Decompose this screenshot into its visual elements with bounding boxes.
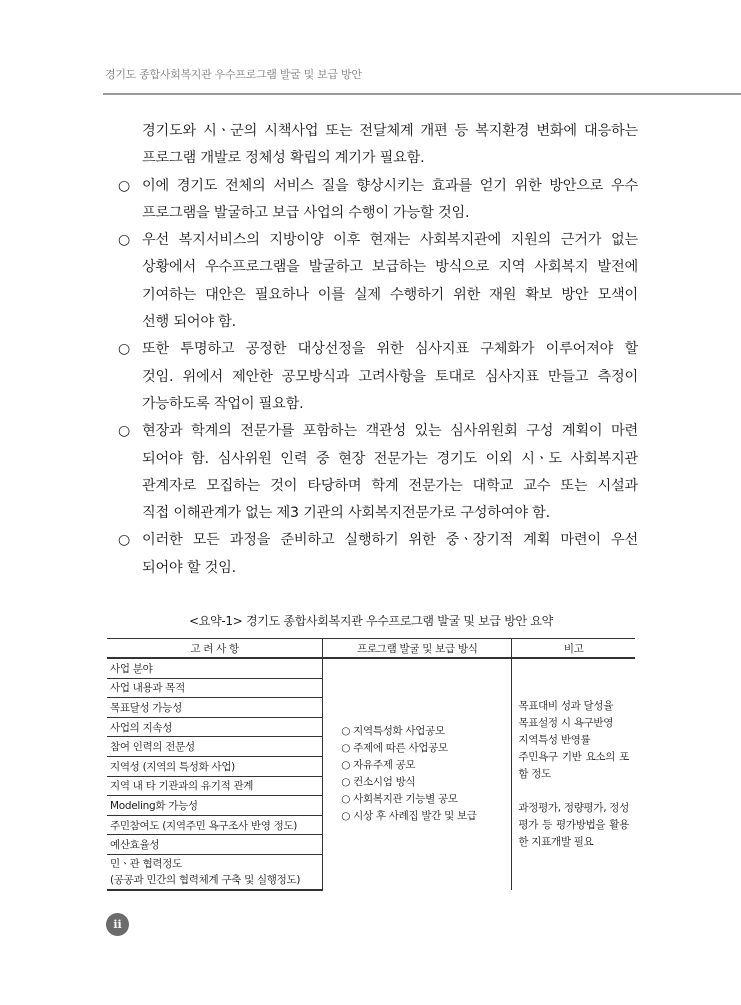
column-header-notes: 비고 xyxy=(512,639,635,659)
factor-line: 민ㆍ관 협력정도 xyxy=(110,857,182,870)
factor-cell: 목표달성 가능성 xyxy=(107,698,323,718)
paragraph-line: 직접 이해관계가 없는 제3 기관의 사회복지전문가로 구성하여야 함. xyxy=(142,505,550,522)
table-header-row xyxy=(107,639,635,659)
notes-cell xyxy=(512,658,635,890)
paragraph-line: 상황에서 우수프로그램을 발굴하고 보급하는 방식으로 지역 사회복지 발전에 xyxy=(142,259,638,276)
factor-cell: 참여 인력의 전문성 xyxy=(107,737,323,757)
paragraph xyxy=(118,118,638,173)
factor-cell xyxy=(107,854,323,890)
note-spacer xyxy=(518,783,629,800)
column-header-factors: 고 려 사 항 xyxy=(107,639,323,659)
note-line: 주민욕구 기반 요소의 포 xyxy=(518,750,629,763)
method-item: ○ 주제에 따른 사업공모 xyxy=(341,742,448,755)
methods-cell xyxy=(323,658,512,890)
factor-cell: 지역 내 타 기관과의 유기적 관계 xyxy=(107,776,323,796)
paragraph-line: 현장과 학계의 전문가를 포함하는 객관성 있는 심사위원회 구성 계획이 마련 xyxy=(142,423,638,440)
method-item: ○ 컨소시엄 방식 xyxy=(341,776,416,789)
running-header: 경기도 종합사회복지관 우수프로그램 발굴 및 보급 방안 xyxy=(105,68,362,81)
note-line: 목표대비 성과 달성율 xyxy=(518,699,614,712)
method-item: ○ 사회복지관 기능별 공모 xyxy=(341,793,458,806)
factor-line: (공공과 민간의 협력체계 구축 및 실행정도) xyxy=(110,873,301,886)
paragraph-line: 또한 투명하고 공정한 대상선정을 위한 심사지표 구체화가 이루어져야 할 xyxy=(142,341,638,358)
paragraph xyxy=(118,527,638,582)
paragraph-line: 경기도와 시ㆍ군의 시책사업 또는 전달체계 개편 등 복지환경 변화에 대응하는 xyxy=(142,123,638,139)
paragraph-line: 우선 복지서비스의 지방이양 이후 현재는 사회복지관에 지원의 근거가 없는 xyxy=(142,232,638,249)
paragraph-line: 관계자로 모집하는 것이 타당하며 학계 전문가는 대학교 교수 또는 시설과 xyxy=(142,477,638,494)
paragraph xyxy=(118,336,638,418)
bullet-icon: ○ xyxy=(118,532,131,549)
bullet-icon: ○ xyxy=(118,232,131,249)
table-row xyxy=(107,658,635,678)
note-line: 한 지표개발 필요 xyxy=(518,835,594,848)
method-item: ○ 자유주제 공모 xyxy=(341,759,416,772)
method-item: ○ 시상 후 사례집 발간 및 보급 xyxy=(341,810,477,823)
note-line: 과정평가, 정량평가, 정성 xyxy=(518,801,629,814)
paragraph-line: 프로그램 개발로 정체성 확립의 계기가 필요함. xyxy=(142,150,425,167)
factor-cell: Modeling화 가능성 xyxy=(107,796,323,816)
factor-cell: 예산효율성 xyxy=(107,835,323,855)
paragraph-line: 되어야 함. 심사위원 인력 중 현장 전문가는 경기도 이외 시ㆍ도 사회복지관 xyxy=(142,450,638,467)
bullet-icon: ○ xyxy=(118,177,131,194)
note-line: 지역특성 반영률 xyxy=(518,733,591,746)
bullet-icon: ○ xyxy=(118,423,131,440)
paragraph-line: 이에 경기도 전체의 서비스 질을 향상시키는 효과를 얻기 위한 방안으로 우수 xyxy=(142,177,638,194)
note-line: 목표설정 시 욕구반영 xyxy=(518,716,614,729)
method-item: ○ 지역특성화 사업공모 xyxy=(341,725,445,738)
body-text xyxy=(118,118,638,582)
factor-cell: 주민참여도 (지역주민 욕구조사 반영 정도) xyxy=(107,815,323,835)
column-header-methods: 프로그램 발굴 및 보급 방식 xyxy=(323,639,512,659)
summary-table xyxy=(107,638,635,891)
paragraph-line: 프로그램을 발굴하고 보급 사업의 수행이 가능할 것임. xyxy=(142,204,470,221)
paragraph xyxy=(118,227,638,336)
paragraph-line: 기여하는 대안은 필요하나 이를 실제 수행하기 위한 재원 확보 방안 모색이 xyxy=(142,286,638,303)
table-caption: <요약-1> 경기도 종합사회복지관 우수프로그램 발굴 및 보급 방안 요약 xyxy=(189,614,553,628)
note-line: 함 정도 xyxy=(518,767,551,780)
paragraph xyxy=(118,173,638,228)
page-number-badge: ii xyxy=(106,913,129,936)
factor-cell: 사업 분야 xyxy=(107,658,323,678)
bullet-icon: ○ xyxy=(118,341,131,358)
paragraph xyxy=(118,418,638,527)
paragraph-line: 것임. 위에서 제안한 공모방식과 고려사항을 토대로 심사지표 만들고 측정이 xyxy=(142,368,638,385)
paragraph-line: 선행 되어야 함. xyxy=(142,314,236,331)
factor-cell: 사업의 지속성 xyxy=(107,717,323,737)
factor-cell: 지역성 (지역의 특성화 사업) xyxy=(107,756,323,776)
header-rule xyxy=(103,93,741,95)
paragraph-line: 되어야 할 것임. xyxy=(142,559,236,576)
paragraph-line: 이러한 모든 과정을 준비하고 실행하기 위한 중ㆍ장기적 계획 마련이 우선 xyxy=(142,532,638,549)
paragraph-line: 가능하도록 작업이 필요함. xyxy=(142,395,304,412)
note-line: 평가 등 평가방법을 활용 xyxy=(518,818,629,831)
factor-cell: 사업 내용과 목적 xyxy=(107,678,323,698)
